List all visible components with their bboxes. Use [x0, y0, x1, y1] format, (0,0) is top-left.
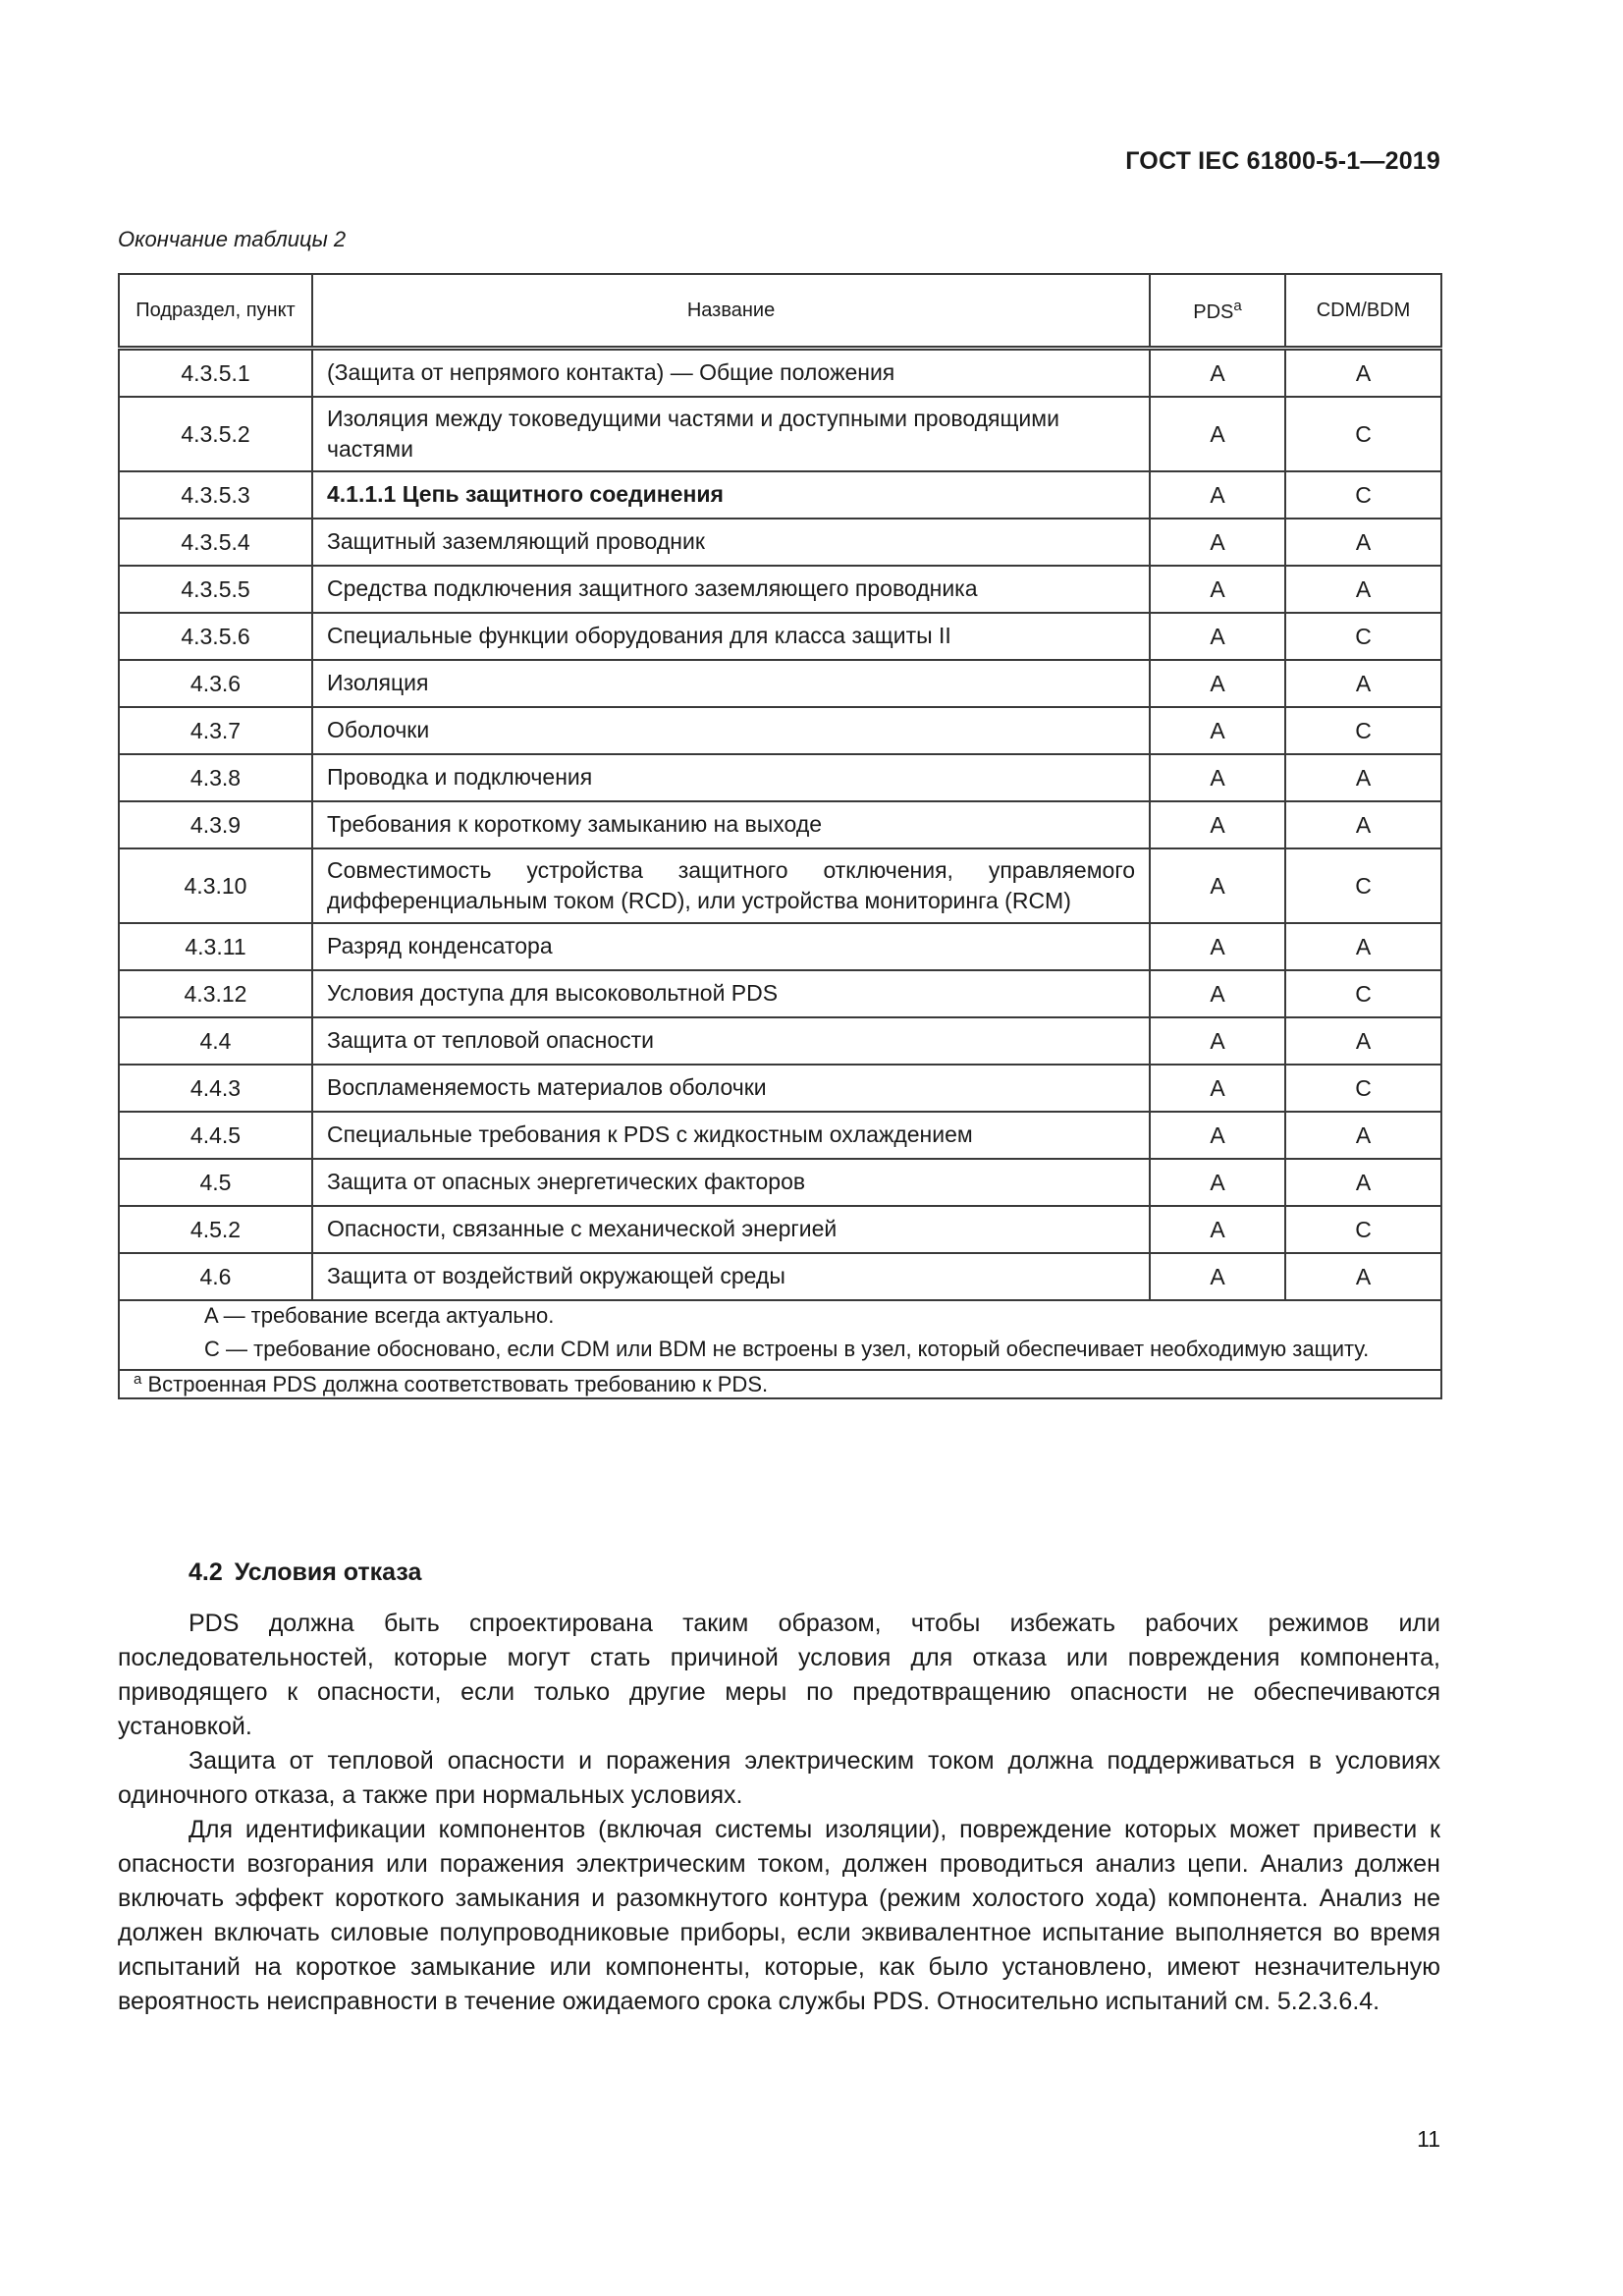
- row-pds: A: [1150, 707, 1285, 754]
- row-cdm-bdm: A: [1285, 349, 1441, 398]
- row-cdm-bdm: A: [1285, 801, 1441, 848]
- row-pds: A: [1150, 754, 1285, 801]
- row-pds: A: [1150, 1065, 1285, 1112]
- row-code: 4.3.5.3: [119, 471, 312, 519]
- row-name: Проводка и подключения: [312, 754, 1150, 801]
- table-row: [119, 613, 1441, 660]
- table-header-row: [119, 274, 1441, 349]
- table-row: [119, 707, 1441, 754]
- row-code: 4.3.8: [119, 754, 312, 801]
- table-row: [119, 1159, 1441, 1206]
- row-cdm-bdm: A: [1285, 660, 1441, 707]
- header-pds: [1150, 274, 1285, 349]
- table-row: [119, 923, 1441, 970]
- row-cdm-bdm: A: [1285, 754, 1441, 801]
- table-row: [119, 349, 1441, 398]
- row-cdm-bdm: A: [1285, 923, 1441, 970]
- row-pds: A: [1150, 1253, 1285, 1300]
- requirements-table: [118, 273, 1442, 1399]
- row-pds: A: [1150, 923, 1285, 970]
- note-c: C — требование обосновано, если CDM или BDM не встроены в узел, который обеспечивает необходимую защиту.: [204, 1337, 1370, 1362]
- note-a: A — требование всегда актуально.: [204, 1303, 555, 1328]
- row-pds: A: [1150, 970, 1285, 1017]
- header-pds-footnote-marker: a: [1233, 297, 1242, 314]
- row-name: Защита от опасных энергетических факторов: [312, 1159, 1150, 1206]
- row-cdm-bdm: C: [1285, 848, 1441, 923]
- row-pds: A: [1150, 349, 1285, 398]
- row-name: Специальные требования к PDS с жидкостным охлаждением: [312, 1112, 1150, 1159]
- table-caption: Окончание таблицы 2: [118, 227, 347, 251]
- row-cdm-bdm: A: [1285, 1253, 1441, 1300]
- table-row: [119, 1253, 1441, 1300]
- row-name: Изоляция: [312, 660, 1150, 707]
- row-name: Требования к короткому замыканию на выходе: [312, 801, 1150, 848]
- footnote-text: Встроенная PDS должна соответствовать требованию к PDS.: [147, 1371, 769, 1396]
- row-pds: A: [1150, 613, 1285, 660]
- row-cdm-bdm: A: [1285, 1112, 1441, 1159]
- row-code: 4.4: [119, 1017, 312, 1065]
- row-cdm-bdm: A: [1285, 566, 1441, 613]
- table-footnote-row: [119, 1370, 1441, 1398]
- row-code: 4.5: [119, 1159, 312, 1206]
- row-name: Средства подключения защитного заземляющего проводника: [312, 566, 1150, 613]
- table-row: [119, 471, 1441, 519]
- header-name: Название: [312, 274, 1150, 349]
- table-row: [119, 848, 1441, 923]
- row-code: 4.3.12: [119, 970, 312, 1017]
- footnote-marker: a: [134, 1370, 142, 1388]
- row-cdm-bdm: C: [1285, 1206, 1441, 1253]
- page-number: 11: [1417, 2126, 1440, 2152]
- row-pds: A: [1150, 1206, 1285, 1253]
- paragraph: Защита от тепловой опасности и поражения электрическим током должна поддерживаться в условиях одиночного отказа, а также при нормальных условиях.: [118, 1747, 1440, 1809]
- paragraph: PDS должна быть спроектирована таким образом, чтобы избежать рабочих режимов или последовательностей, которые могут стать причиной условия для отказа или повреждения компонента, приводящего к опасности, если только другие меры по предотвращению опасности не обеспечиваются установкой.: [118, 1610, 1440, 1740]
- row-pds: A: [1150, 1112, 1285, 1159]
- table-row: [119, 397, 1441, 471]
- row-pds: A: [1150, 1017, 1285, 1065]
- header-pds-label: PDS: [1193, 301, 1234, 323]
- header-cdm-bdm: CDM/BDM: [1285, 274, 1441, 349]
- row-pds: A: [1150, 660, 1285, 707]
- table-row: [119, 754, 1441, 801]
- row-code: 4.3.6: [119, 660, 312, 707]
- table-row: [119, 1206, 1441, 1253]
- row-code: 4.3.10: [119, 848, 312, 923]
- row-cdm-bdm: C: [1285, 471, 1441, 519]
- standard-code-header: ГОСТ IEC 61800-5-1—2019: [1125, 147, 1440, 175]
- section-title: Условия отказа: [234, 1558, 422, 1586]
- row-cdm-bdm: C: [1285, 970, 1441, 1017]
- table-body: [119, 349, 1441, 1301]
- row-code: 4.3.7: [119, 707, 312, 754]
- row-code: 4.4.5: [119, 1112, 312, 1159]
- table-row: [119, 519, 1441, 566]
- row-name: Защита от воздействий окружающей среды: [312, 1253, 1150, 1300]
- row-pds: A: [1150, 397, 1285, 471]
- row-code: 4.5.2: [119, 1206, 312, 1253]
- row-pds: A: [1150, 471, 1285, 519]
- row-cdm-bdm: C: [1285, 1065, 1441, 1112]
- row-name: Оболочки: [312, 707, 1150, 754]
- header-section: Подраздел, пункт: [119, 274, 312, 349]
- paragraph: Для идентификации компонентов (включая системы изоляции), повреждение которых может привести к опасности возгорания или поражения электрическим током, должен проводиться анализ цепи. Анализ должен включать эффект короткого замыкания и разомкнутого контура (режим холостого хода) компонента. Анализ не должен включать силовые полупроводниковые приборы, если эквивалентное испытание выполняется во время испытаний на короткое замыкание или компоненты, которые, как было установлено, имеют незначительную вероятность неисправности в течение ожидаемого срока службы PDS. Относительно испытаний см. 5.2.3.6.4.: [118, 1816, 1440, 2015]
- row-code: 4.6: [119, 1253, 312, 1300]
- row-cdm-bdm: C: [1285, 707, 1441, 754]
- row-name: Опасности, связанные с механической энергией: [312, 1206, 1150, 1253]
- row-name: Изоляция между токоведущими частями и доступными проводящими частями: [312, 397, 1150, 471]
- table-row: [119, 1065, 1441, 1112]
- row-name: Условия доступа для высоковольтной PDS: [312, 970, 1150, 1017]
- row-code: 4.3.5.1: [119, 349, 312, 398]
- row-name: Защитный заземляющий проводник: [312, 519, 1150, 566]
- row-cdm-bdm: A: [1285, 1159, 1441, 1206]
- table-row: [119, 1017, 1441, 1065]
- row-code: 4.3.5.4: [119, 519, 312, 566]
- row-name: Совместимость устройства защитного отключения, управляемого дифференциальным током (RCD), или устройства мониторинга (RCM): [312, 848, 1150, 923]
- row-code: 4.3.5.6: [119, 613, 312, 660]
- table-notes: [119, 1300, 1441, 1370]
- table-row: [119, 801, 1441, 848]
- row-code: 4.4.3: [119, 1065, 312, 1112]
- row-code: 4.3.5.5: [119, 566, 312, 613]
- row-pds: A: [1150, 848, 1285, 923]
- table-row: [119, 1112, 1441, 1159]
- section-body: [118, 1607, 1440, 2019]
- row-name: Специальные функции оборудования для класса защиты II: [312, 613, 1150, 660]
- table-footnote: [119, 1370, 1441, 1398]
- row-pds: A: [1150, 1159, 1285, 1206]
- row-cdm-bdm: C: [1285, 613, 1441, 660]
- row-name: Защита от тепловой опасности: [312, 1017, 1150, 1065]
- table-row: [119, 660, 1441, 707]
- row-name: Воспламеняемость материалов оболочки: [312, 1065, 1150, 1112]
- row-pds: A: [1150, 519, 1285, 566]
- table-row: [119, 970, 1441, 1017]
- row-cdm-bdm: C: [1285, 397, 1441, 471]
- row-code: 4.3.11: [119, 923, 312, 970]
- row-pds: A: [1150, 801, 1285, 848]
- row-name: 4.1.1.1 Цепь защитного соединения: [312, 471, 1150, 519]
- table-row: [119, 566, 1441, 613]
- section-number: 4.2: [189, 1558, 223, 1586]
- row-pds: A: [1150, 566, 1285, 613]
- row-cdm-bdm: A: [1285, 1017, 1441, 1065]
- row-name: Разряд конденсатора: [312, 923, 1150, 970]
- row-code: 4.3.9: [119, 801, 312, 848]
- row-name: (Защита от непрямого контакта) — Общие положения: [312, 349, 1150, 398]
- table-notes-row: [119, 1300, 1441, 1370]
- row-code: 4.3.5.2: [119, 397, 312, 471]
- section-heading: [189, 1558, 421, 1587]
- row-cdm-bdm: A: [1285, 519, 1441, 566]
